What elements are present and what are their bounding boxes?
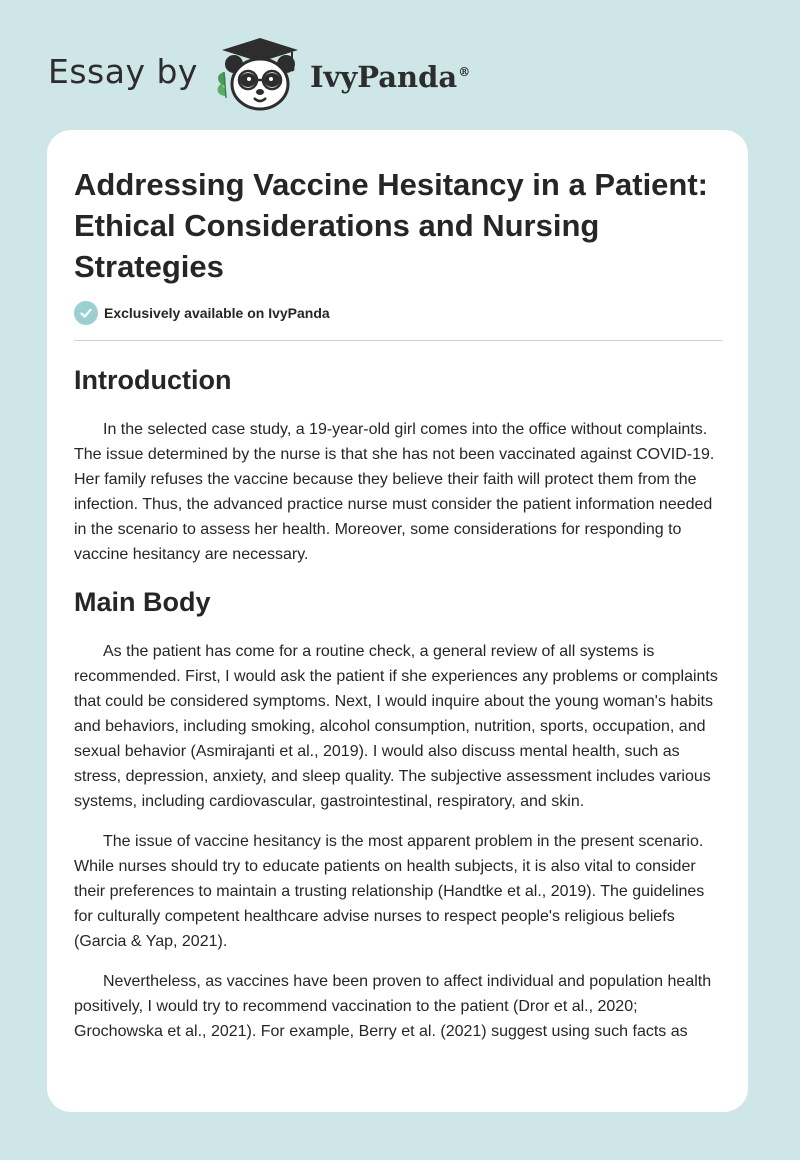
section-heading-introduction: Introduction bbox=[74, 365, 232, 395]
paragraph: As the patient has come for a routine check, a general review of all systems is recommended. First, I would ask the patient if she experiences any problems or complaints that could be considered symptoms. Next, I would inquire about the young woman's habits and behaviors, including smoking, alcohol consumption, nutrition, sports, occupation, and sexual behavior (Asmirajanti et al., 2019). I would also discuss mental health, such as stress, depression, anxiety, and sleep quality. The subjective assessment includes various systems, including cardiovascular, gastrointestinal, respiratory, and skin. bbox=[74, 643, 718, 810]
paragraph: In the selected case study, a 19-year-old girl comes into the office without complaints. The issue determined by the nurse is that she has not been vaccinated against COVID-19. Her family refuses the vaccine because they believe their faith will protect them from the infection. Thus, the advanced practice nurse must consider the patient information needed in the scenario to assess her health. Moreover, some considerations for responding to vaccine hesitancy are necessary. bbox=[74, 421, 715, 563]
check-circle-icon bbox=[74, 301, 98, 325]
essay-by-label: Essay by bbox=[48, 51, 198, 91]
brand-name-text: IvyPanda bbox=[309, 60, 458, 94]
essay-card bbox=[47, 130, 748, 1112]
section-heading-main-body: Main Body bbox=[74, 587, 211, 617]
exclusive-label: Exclusively available on IvyPanda bbox=[104, 305, 330, 321]
title-divider bbox=[74, 340, 722, 341]
site-header bbox=[48, 34, 470, 114]
exclusive-badge bbox=[74, 300, 722, 326]
paragraph: Nevertheless, as vaccines have been proven to affect individual and population health positively, I would try to recommend vaccination to the patient (Dror et al., 2020; Grochowska et al., 2021). For example, Berry et al. (2021) suggest using such facts as bbox=[74, 973, 712, 1040]
essay-title: Addressing Vaccine Hesitancy in a Patient: Ethical Considerations and Nursing Strategies bbox=[74, 167, 709, 284]
brand-name[interactable] bbox=[310, 60, 470, 94]
paragraph: The issue of vaccine hesitancy is the most apparent problem in the present scenario. While nurses should try to educate patients on health subjects, it is also vital to consider their preferences to maintain a trusting relationship (Handtke et al., 2019). The guidelines for culturally competent healthcare advise nurses to respect people's religious beliefs (Garcia & Yap, 2021). bbox=[74, 833, 705, 950]
panda-graduate-logo-icon[interactable] bbox=[212, 34, 308, 114]
registered-mark: ® bbox=[458, 65, 471, 80]
